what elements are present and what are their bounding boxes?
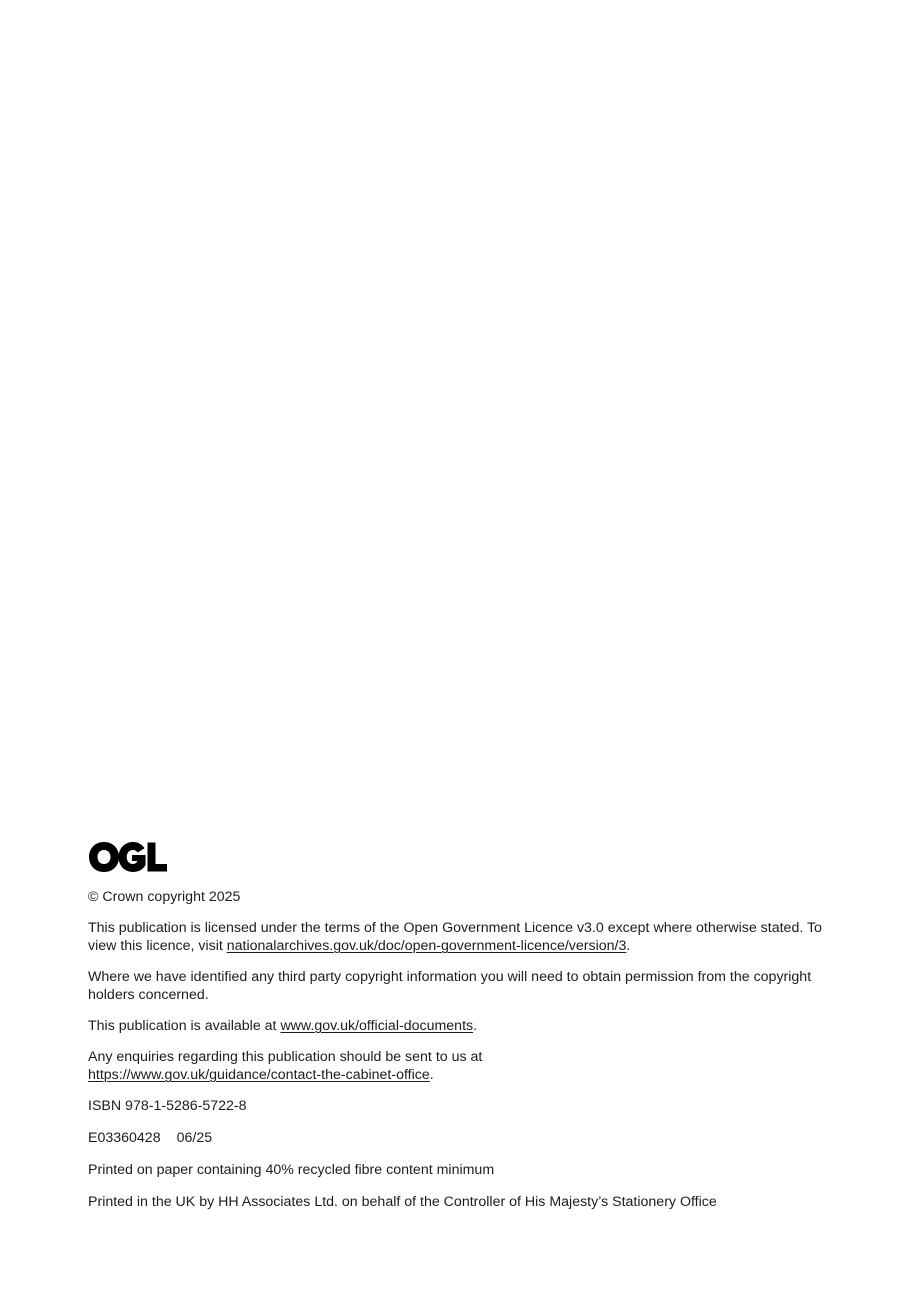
licence-text-end: . [626,938,631,954]
enquiries-text: Any enquiries regarding this publication should be sent to us at [88,1049,483,1065]
licence-statement [88,919,848,955]
copyright-notice: © Crown copyright 2025 [88,889,241,905]
imprint-block [88,840,848,1224]
printer-statement: Printed in the UK by HH Associates Ltd. on behalf of the Controller of His Majesty’s Stationery Office [88,1194,717,1210]
official-documents-link[interactable]: www.gov.uk/official-documents [280,1018,474,1034]
contact-link[interactable]: https://www.gov.uk/guidance/contact-the-cabinet-office [88,1067,430,1083]
availability-statement [88,1017,848,1035]
paper-statement: Printed on paper containing 40% recycled fibre content minimum [88,1162,495,1178]
reference-code: E03360428 [88,1130,161,1146]
licence-text: This publication is licensed under the terms of the Open Government Licence v3.0 except where otherwise stated. To view this licence, visit [88,920,822,954]
licence-link[interactable]: nationalarchives.gov.uk/doc/open-government-licence/version/3 [226,938,627,954]
ogl-logo [88,840,168,874]
availability-text: This publication is available at [88,1018,281,1034]
third-party-notice: Where we have identified any third party copyright information you will need to obtain permission from the copyright holders concerned. [88,969,812,1003]
enquiries-statement [88,1048,848,1084]
isbn: ISBN 978-1-5286-5722-8 [88,1098,247,1114]
availability-text-end: . [473,1018,478,1034]
reference-date: 06/25 [176,1130,213,1146]
reference-line [88,1129,848,1147]
enquiries-text-end: . [429,1067,434,1083]
